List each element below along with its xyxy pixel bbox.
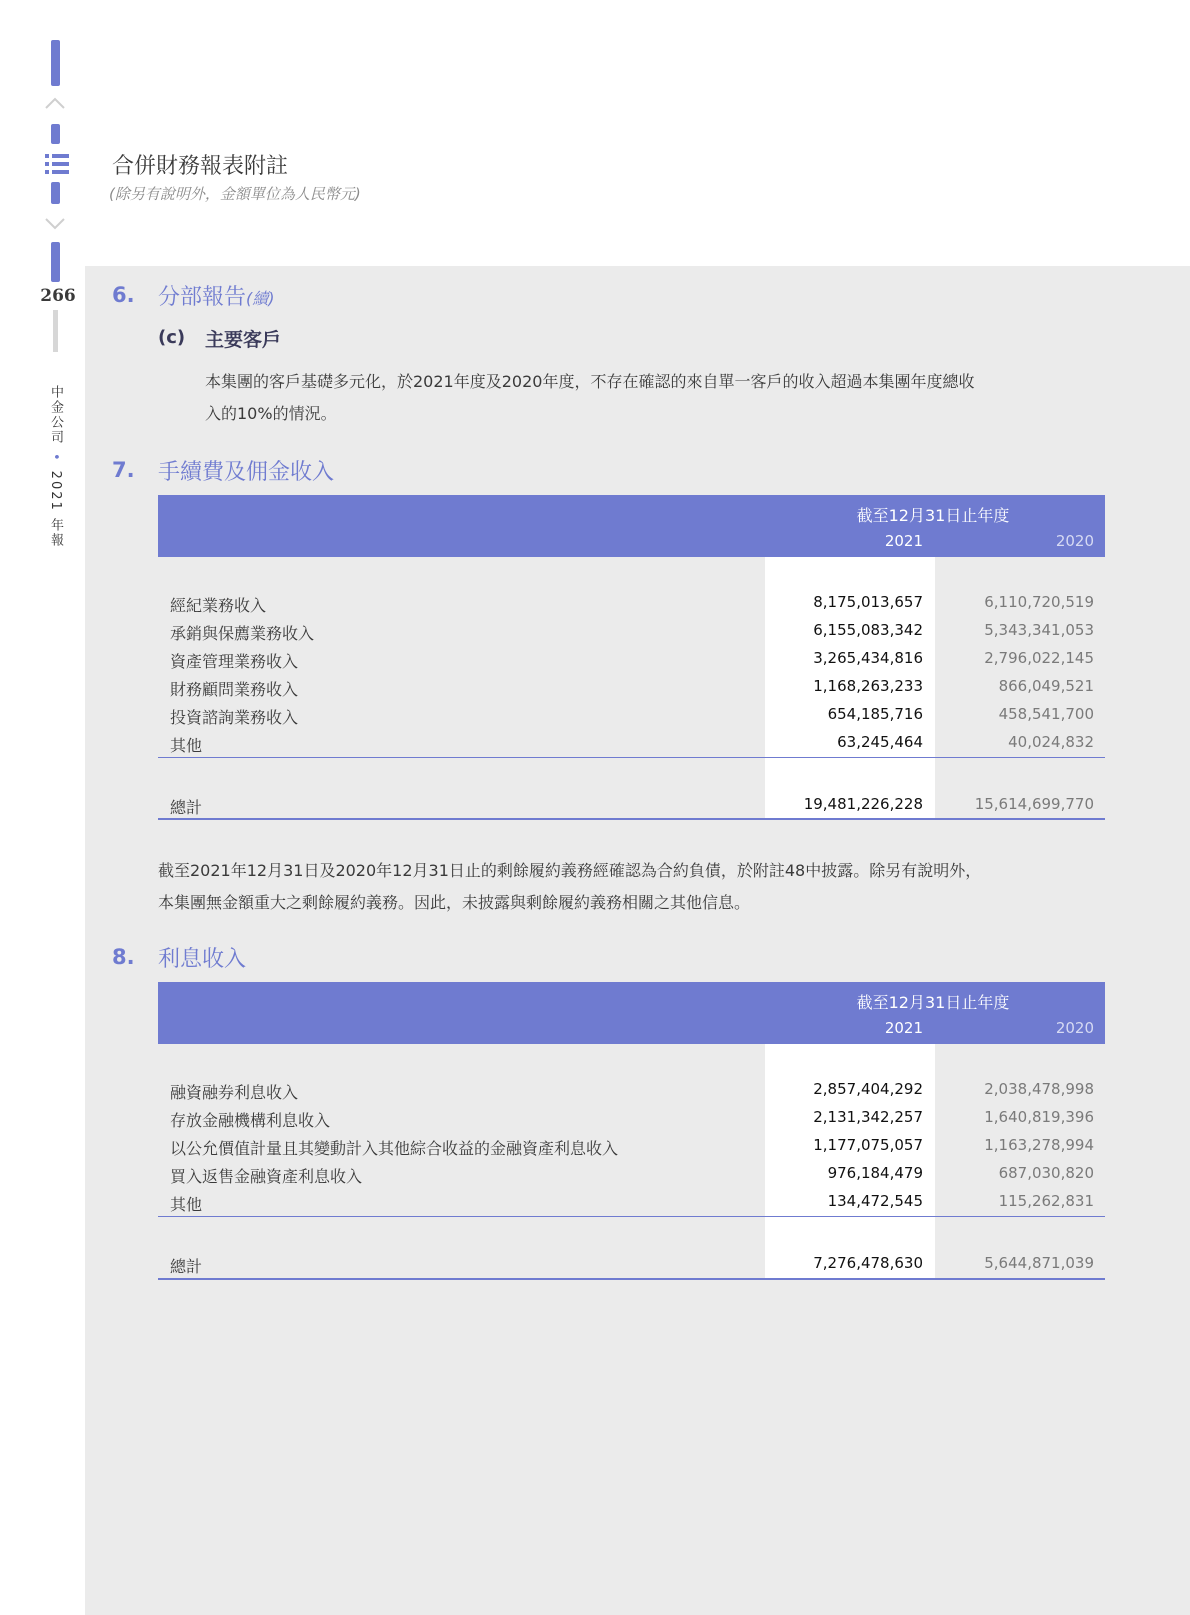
subtotal-rule — [158, 1216, 1105, 1217]
total-2021: 7,276,478,630 — [813, 1254, 923, 1272]
total-2020: 15,614,699,770 — [974, 795, 1094, 813]
year-2021-header: 2021 — [884, 1019, 923, 1037]
value-2020: 1,163,278,994 — [984, 1136, 1094, 1154]
table-row — [158, 617, 1105, 645]
section-8-number: 8. — [112, 945, 135, 969]
nav-bar-segment — [51, 124, 60, 144]
total-label: 總計 — [170, 798, 203, 817]
value-2021: 6,155,083,342 — [813, 621, 923, 639]
value-2020: 458,541,700 — [998, 705, 1094, 723]
report-year: 2021 年報 — [48, 470, 63, 548]
value-2021: 63,245,464 — [837, 733, 923, 751]
year-2020-header: 2020 — [1055, 1019, 1094, 1037]
page-number: 266 — [40, 286, 76, 306]
period-header: 截至12月31日止年度 — [856, 993, 1010, 1012]
table-row — [158, 1160, 1105, 1188]
subsection-c-title: 主要客戶 — [205, 329, 282, 351]
row-label: 其他 — [170, 1195, 203, 1214]
value-2020: 115,262,831 — [998, 1192, 1094, 1210]
row-label: 買入返售金融資產利息收入 — [170, 1167, 363, 1186]
page-subtitle: (除另有說明外，金額單位為人民幣元) — [109, 185, 361, 203]
company-name: 中金公司 — [48, 385, 63, 445]
value-2020: 866,049,521 — [998, 677, 1094, 695]
chevron-up-icon[interactable] — [44, 93, 66, 115]
value-2020: 6,110,720,519 — [984, 593, 1094, 611]
report-label — [46, 385, 65, 548]
nav-bar-bottom — [51, 242, 60, 282]
section-6-number: 6. — [112, 283, 135, 307]
table-row — [158, 673, 1105, 701]
total-rule — [158, 818, 1105, 820]
chevron-down-icon[interactable] — [44, 212, 66, 234]
value-2020: 1,640,819,396 — [984, 1108, 1094, 1126]
row-label: 經紀業務收入 — [170, 596, 267, 615]
total-rule — [158, 1278, 1105, 1280]
value-2021: 2,131,342,257 — [813, 1108, 923, 1126]
note-line: 本集團無金額重大之剩餘履約義務。因此，未披露與剩餘履約義務相關之其他信息。 — [158, 893, 751, 912]
period-header: 截至12月31日止年度 — [856, 506, 1010, 525]
total-2021: 19,481,226,228 — [803, 795, 923, 813]
value-2020: 40,024,832 — [1008, 733, 1094, 751]
total-row — [158, 791, 1105, 819]
value-2021: 2,857,404,292 — [813, 1080, 923, 1098]
value-2021: 8,175,013,657 — [813, 593, 923, 611]
table-row — [158, 729, 1105, 757]
row-label: 財務顧問業務收入 — [170, 680, 299, 699]
value-2021: 134,472,545 — [827, 1192, 923, 1210]
continued-label: (續) — [246, 289, 275, 308]
row-label: 以公允價值計量且其變動計入其他綜合收益的金融資產利息收入 — [170, 1139, 619, 1158]
table-header — [158, 982, 1105, 1044]
value-2021: 976,184,479 — [827, 1164, 923, 1182]
table-row — [158, 701, 1105, 729]
row-label: 其他 — [170, 736, 203, 755]
row-label: 投資諮詢業務收入 — [170, 708, 299, 727]
menu-list-icon[interactable] — [45, 153, 69, 175]
value-2021: 3,265,434,816 — [813, 649, 923, 667]
value-2020: 2,796,022,145 — [984, 649, 1094, 667]
row-label: 承銷與保薦業務收入 — [170, 624, 315, 643]
nav-bar-segment — [51, 182, 60, 204]
total-2020: 5,644,871,039 — [984, 1254, 1094, 1272]
subsection-c-letter: (c) — [158, 327, 186, 348]
table-row — [158, 1076, 1105, 1104]
table-row — [158, 1188, 1105, 1216]
year-2021-header: 2021 — [884, 532, 923, 550]
row-label: 融資融券利息收入 — [170, 1083, 299, 1102]
nav-divider — [53, 310, 58, 352]
row-label: 存放金融機構利息收入 — [170, 1111, 331, 1130]
table-row — [158, 589, 1105, 617]
total-label: 總計 — [170, 1257, 203, 1276]
value-2021: 1,177,075,057 — [813, 1136, 923, 1154]
value-2020: 687,030,820 — [998, 1164, 1094, 1182]
year-2020-header: 2020 — [1055, 532, 1094, 550]
section-6-paragraph — [205, 366, 974, 430]
value-2021: 654,185,716 — [827, 705, 923, 723]
page-title: 合併財務報表附註 — [112, 154, 289, 179]
row-label: 資產管理業務收入 — [170, 652, 299, 671]
dot-separator: • — [48, 453, 63, 463]
note-line: 截至2021年12月31日及2020年12月31日止的剩餘履約義務經確認為合約負債，於附註48中披露。除另有說明外， — [158, 861, 982, 880]
fee-commission-table — [158, 495, 1105, 820]
side-navigation — [0, 0, 80, 1615]
section-7-title: 手續費及佣金收入 — [158, 460, 335, 485]
section-6-title-text: 分部報告 — [158, 285, 247, 310]
section-6-title — [158, 280, 275, 311]
interest-income-table — [158, 982, 1105, 1280]
table-row — [158, 1104, 1105, 1132]
table-row — [158, 1132, 1105, 1160]
value-2021: 1,168,263,233 — [813, 677, 923, 695]
paragraph-line: 入的10%的情況。 — [205, 404, 337, 423]
table-header — [158, 495, 1105, 557]
section-7-number: 7. — [112, 458, 135, 482]
table-row — [158, 645, 1105, 673]
subtotal-rule — [158, 757, 1105, 758]
value-2020: 5,343,341,053 — [984, 621, 1094, 639]
section-8-title: 利息收入 — [158, 947, 247, 972]
value-2020: 2,038,478,998 — [984, 1080, 1094, 1098]
section-7-note — [158, 855, 981, 919]
total-row — [158, 1250, 1105, 1278]
paragraph-line: 本集團的客戶基礎多元化，於2021年度及2020年度，不存在確認的來自單一客戶的收入超過本集團年度總收 — [205, 372, 975, 391]
nav-bar-top — [51, 40, 60, 86]
